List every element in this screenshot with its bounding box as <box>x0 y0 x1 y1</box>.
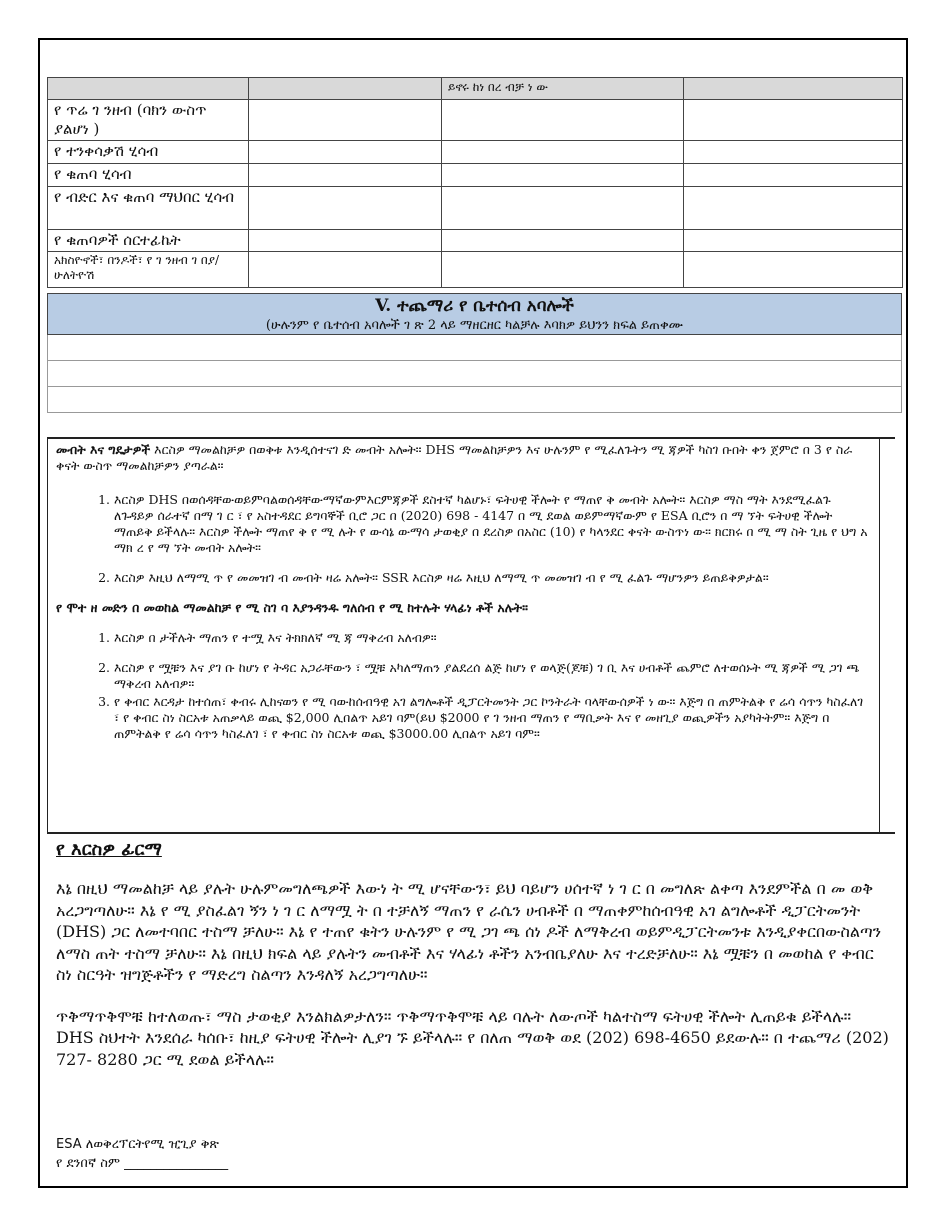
header-cell <box>48 78 249 100</box>
assets-table <box>47 77 903 288</box>
value-cell[interactable] <box>249 230 442 252</box>
value-cell[interactable] <box>249 141 442 164</box>
benefits-notice: ጥቅማጥቅሞቹ ከተለወጡ፣ ማስ ታወቂያ እንልክልዎታለን። ጥቅማጥቅሞቹ ላይ ባሉት ለውጦች ካልተስማ ፍትሀዊ ችሎት ሊጠይቁ ይችላሉ። DHS ስህተት እንደሰራ ካሰቡ፣ ከዚያ ፍትሀዊ ችሎት ሊያገ ኙ ይችላሉ። የ በለጠ ማወቅ ወደ (202) 698-4650 ይደውሉ። በ ተጨማሪ (202) 727- 8280 ጋር ሚ ደወል ይችላሉ። <box>56 1006 889 1069</box>
section-v-title: V. ተጨማሪ የ ቤተሰብ አባሎች <box>375 296 574 316</box>
section-v-subtitle: (ሁሉንም የ ቤተሰብ አባሎች ገ ጽ 2 ላይ ማዘርዘር ካልቻሉ እባክዎ ይህንን ክፍል ይጠቀሙ <box>265 318 684 333</box>
table-row <box>48 100 903 141</box>
member-entry-row[interactable] <box>47 335 902 361</box>
rights-list <box>56 492 871 586</box>
value-cell[interactable] <box>249 252 442 288</box>
value-cell[interactable] <box>442 187 684 230</box>
signature-attestation: እኔ በዚህ ማመልከቻ ላይ ያሉት ሁሉምመግለጫዎች እውነ ት ሚ ሆናቸውን፣ ይህ ባይሆን ሀሰተኛ ነ ገ ር በ መግለጽ ልቀጣ እንደምችል በ መ ወቅ አረጋግጣለሁ። እኔ የ ሚ ያስፈልገ ኝን ነ ገ ር ለማሟ ት በ ተቻለኝ ማጠን የ ራሴን ሀብቶች በ ማጠቀምከሰብዓዊ አገ ልግሎቶች ዲፓርትመንት (DHS) ጋር ለመተባበር ተስማ ቻለሁ። እኔ የ ተጠየ ቁትን ሁሉንም የ ሚ ጋገ ጫ ሰነ ዶች ለማቅረብ ወይምዲፓርትመንቱ እንዲያቀርበውስልጣን ለማስ ጠት ተስማ ቻለሁ። እኔ በዚህ ክፍል ላይ ያሉትን መብቶች እና ሃላፊነ ቶችን አንብቤያለሁ እና ተረድቻለሁ። እኔ ሟቹን በ መወከል የ ቀብር ስነ ስርዓት ዝግጅቶችን የ ማድረግ ስልጣን እንዳለኝ አረጋግጣለሁ። <box>56 879 882 984</box>
row-label: የ ቁጠባዎች ሰርተፊኬት <box>48 230 249 252</box>
header-cell <box>684 78 903 100</box>
client-name-label: የ ደንበኛ ስም <box>56 1156 120 1171</box>
form-footer <box>56 1135 228 1173</box>
additional-members-rows <box>47 335 902 413</box>
value-cell[interactable] <box>684 100 903 141</box>
list-item: 2. እርስዎ የ ሟቹን እና ያገ ቡ ከሆነ የ ትዳር አጋራቸውን ፣ ሟቹ አካለማጠን ያልደረሰ ልጅ ከሆነ የ ወላጅ(ጆቹ) ገ ቢ እና ሀብቶች ጨምሮ ለተወሰኑት ሚ ጃዎች ሚ ጋገ ጫ ማቅረብ አለብዎ። <box>114 660 871 692</box>
signature-title: የ እርስዎ ፊርማ <box>56 839 162 860</box>
value-cell[interactable] <box>249 187 442 230</box>
value-cell[interactable] <box>684 187 903 230</box>
section-v-header <box>47 293 902 335</box>
value-cell[interactable] <box>249 100 442 141</box>
value-cell[interactable] <box>684 252 903 288</box>
table-row <box>48 141 903 164</box>
value-cell[interactable] <box>684 230 903 252</box>
table-row <box>48 252 903 288</box>
value-cell[interactable] <box>442 164 684 187</box>
table-row <box>48 187 903 230</box>
member-entry-row[interactable] <box>47 387 902 413</box>
header-cell: ይኖሩ ከነ በረ ብቻ ነ ው <box>442 78 684 100</box>
list-item: 2. እርስዎ እዚህ ለማሚ ጥ የ መመዝገ ብ መብት ዛሬ አሎት። SSR እርስዎ ዛሬ እዚህ ለማሚ ጥ መመዝገ ብ የ ሚ ፈልጉ ማሆንዎን ይጠይቅዎታል። <box>114 570 871 586</box>
rights-intro-heading: መብት እና ግዴታዎች <box>56 442 151 457</box>
row-label: የ ጥሬ ገ ንዘብ (ባክን ውስጥ ያልሆነ ) <box>48 100 249 141</box>
value-cell[interactable] <box>442 100 684 141</box>
assets-table-header <box>48 78 903 100</box>
value-cell[interactable] <box>684 141 903 164</box>
duties-list <box>56 630 871 742</box>
value-cell[interactable] <box>442 141 684 164</box>
value-cell[interactable] <box>442 230 684 252</box>
header-cell <box>249 78 442 100</box>
duties-heading: የ ሞተ ዘ መድን በ መወከል ማመልከቻ የ ሚ ስገ ባ እያንዳንዱ ግለሰብ የ ሚ ከተሉት ሃላፊነ ቶች አሉት። <box>56 600 528 615</box>
table-row <box>48 164 903 187</box>
rights-intro <box>56 442 871 474</box>
member-entry-row[interactable] <box>47 361 902 387</box>
client-name-line <box>56 1154 228 1173</box>
divider <box>880 437 895 439</box>
divider <box>47 832 895 834</box>
row-label: የ ብድር እና ቁጠባ ማህበር ሂሳብ <box>48 187 249 230</box>
table-row <box>48 230 903 252</box>
form-name: ESA ለወቅረፕርትየሚ ዢጊያ ቅጽ <box>56 1137 219 1152</box>
rights-notice-box <box>47 437 880 833</box>
signature-body <box>56 878 891 1090</box>
value-cell[interactable] <box>684 164 903 187</box>
row-label: የ ተንቀሳቃሽ ሂሳብ <box>48 141 249 164</box>
list-item: 1. እርስዎ DHS በወሰዳቸውወይምባልወሰዳቸውማኛውምእርምጃዎች ደስተኛ ካልሆኑ፣ ፍትሀዊ ችሎት የ ማጠየ ቅ መብት አሎት። እርስዎ ማስ ማት እንደሚፈልጉ ለጉዳይዎ ሰራተኛ በማ ገ ር ፣ የ አስተዳደር ይግባኞች ቢሮ ጋር በ (2020) 698 - 4147 በ ሚ ደወል ወይምማኛውም የ ESA ቢሮን በ ማ ኘት ፍትሀዊ ችሎት ማጠይቅ ይችላሉ። እርስዎ ችሎት ማጠየ ቅ የ ሚ ሉት የ ውሳኔ ውማሳ ታወቂያ በ ደረስዎ በአስር (10) የ ካላንደር ቀናት ውስጥነ ው። ክርክሩ በ ሚ ማ ስት ጊዜ የ ህግ አ ማክ ረ የ ማ ኘት መብት አሎት። <box>114 492 871 556</box>
row-label: የ ቁጠባ ሂሳብ <box>48 164 249 187</box>
row-label: አክስዮኖች፣ በንዶች፣ የ ገ ንዘብ ገ በያ/ሁለትዮሽ <box>48 252 249 288</box>
list-item: 3. የ ቀብር እርዳታ ከተሰጠ፣ ቀብሩ ሊከናወን የ ሚ ባውከሰብዓዊ አገ ልግሎቶች ዲፓርትመንት ጋር ኮንትራት ባላቸውሰዎች ነ ው። እጅግ በ ጠምትልቅ የ ሬሳ ሳጥን ካስፈለገ ፣ የ ቀብር ስነ ስርአቱ አጠቃላይ ወጪ $2,000 ሊበልጥ አይገ ባም(ይህ $2000 የ ገ ንዘብ ማጠን የ ማቢቃት እና የ መዘጊያ ወጪዎችን አያካትትም። እጅግ በ ጠምትልቅ የ ሬሳ ሳጥን ካስፈለገ ፣ የ ቀብር ስነ ስርአቱ ወጪ $3000.00 ሊበልጥ አይገ ባም። <box>114 694 871 742</box>
rights-intro-text: እርስዎ ማመልከቻዎ በወቅቱ እንዲሰተናገ ድ መብት አሎት። DHS ማመልከቻዎን እና ሁሉንም የ ሚፈለጉትን ሚ ጃዎች ካስገ ቡበት ቀን ጀምሮ በ 3 የ ስራ ቀናት ውስጥ ማመልከቻዎን ያጣራል። <box>56 442 853 473</box>
client-name-field[interactable]: ________________ <box>124 1156 229 1171</box>
value-cell[interactable] <box>442 252 684 288</box>
value-cell[interactable] <box>249 164 442 187</box>
list-item: 1. እርስዎ በ ታችሉት ማጠን የ ተሟ እና ትክክለኛ ሚ ጃ ማቅረብ አለብዎ። <box>114 630 871 646</box>
